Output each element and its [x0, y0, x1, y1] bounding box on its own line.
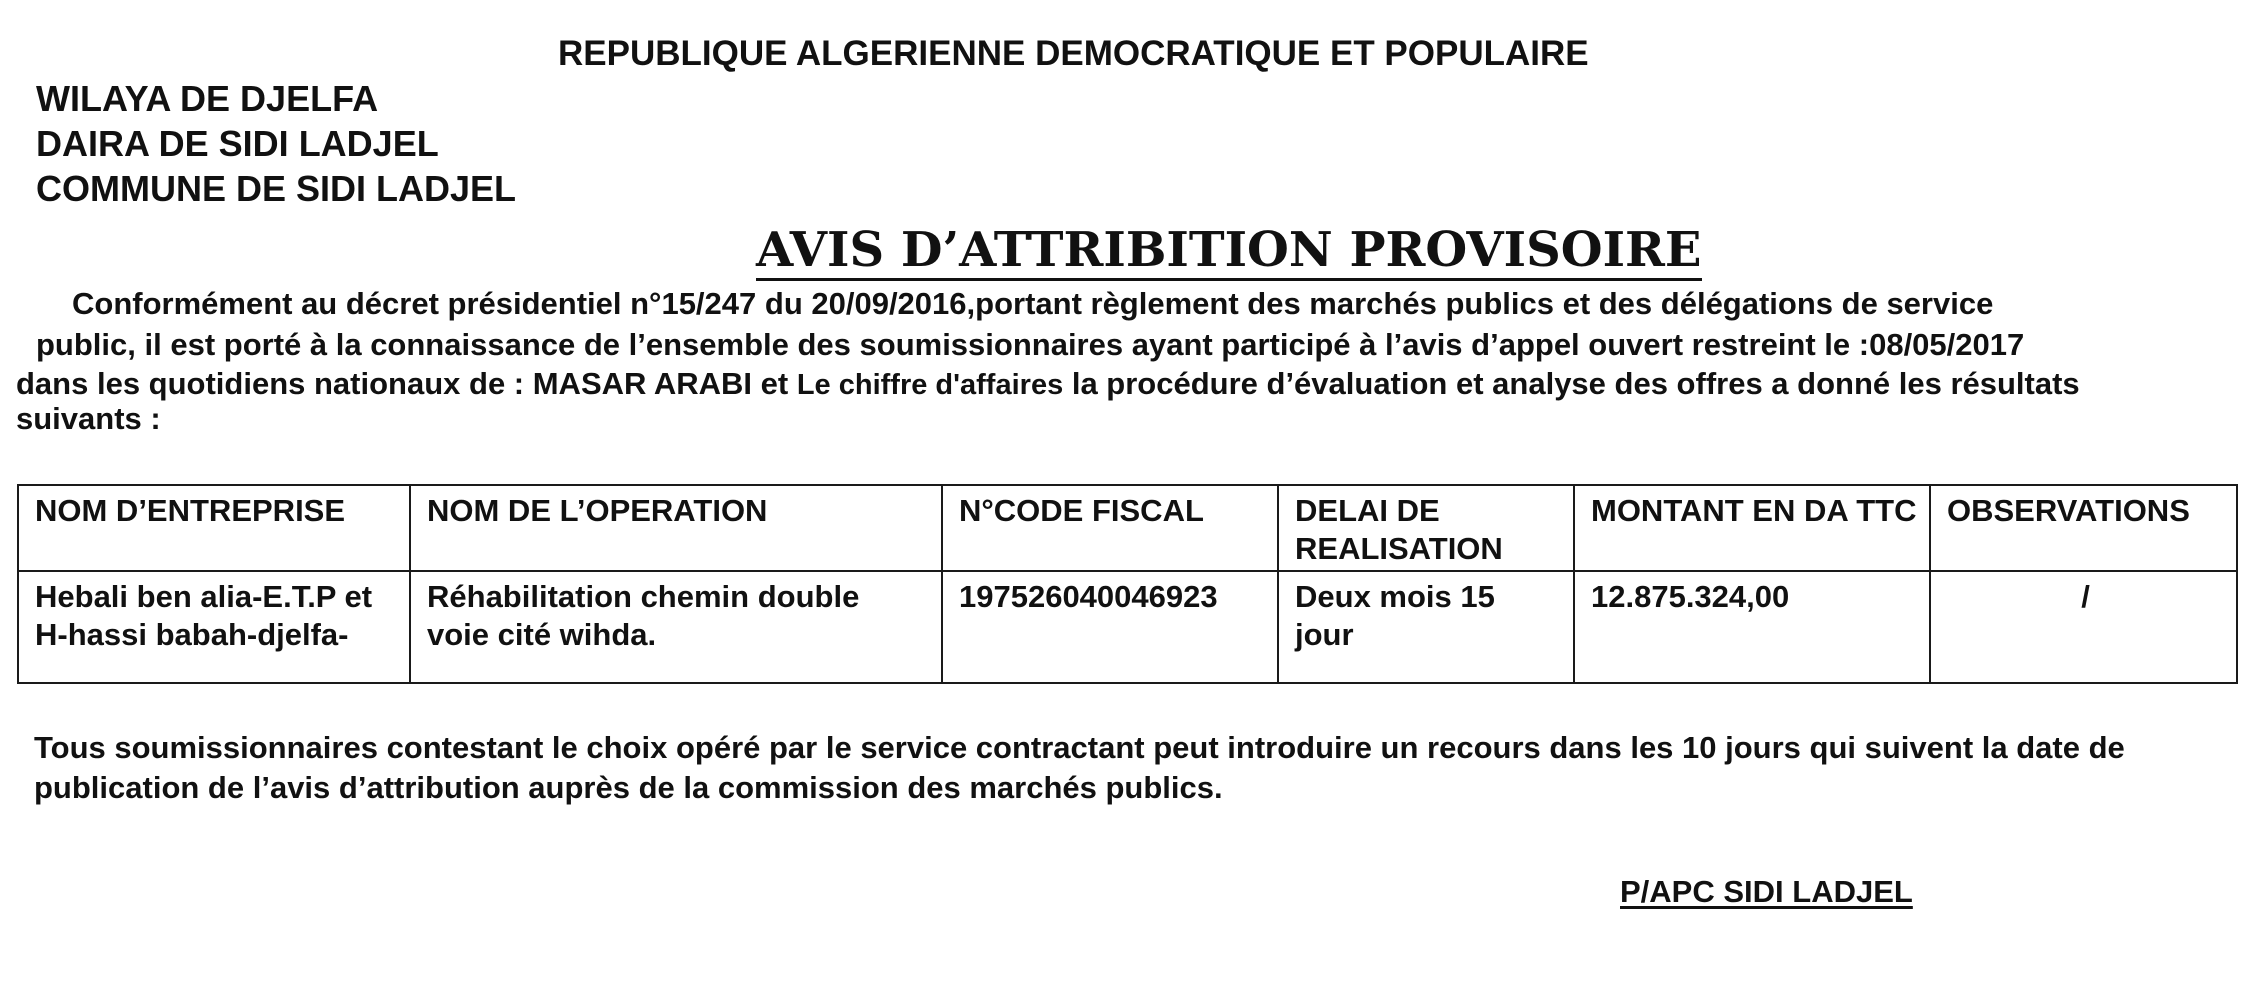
document-title: AVIS D’ATTRIBITION PROVISOIRE: [756, 224, 1702, 281]
cell-company: Hebali ben alia-E.T.P et H-hassi babah-djelfa-: [18, 571, 410, 683]
administrative-block: [36, 76, 516, 211]
column-header-amount: MONTANT EN DA TTC: [1574, 485, 1930, 571]
intro-line-3-start: dans les quotidiens nationaux de : MASAR ARABI et: [16, 366, 789, 401]
intro-line-2: public, il est porté à la connaissance de l’ensemble des soumissionnaires ayant participé à l’avis d’appel ouvert restreint le :08/05/2017: [36, 327, 2025, 362]
wilaya-label: WILAYA DE DJELFA: [36, 78, 379, 119]
column-header-operation: NOM DE L’OPERATION: [410, 485, 942, 571]
table-header-row: [18, 485, 2237, 571]
cell-observations: /: [1930, 571, 2237, 683]
cell-delay: Deux mois 15 jour: [1278, 571, 1574, 683]
column-header-company: NOM D’ENTREPRISE: [18, 485, 410, 571]
results-table: [17, 484, 2238, 684]
signature-line: P/APC SIDI LADJEL: [1620, 874, 1913, 909]
table-row: [18, 571, 2237, 683]
intro-line-3-end: la procédure d’évaluation et analyse des offres a donné les résultats: [1071, 366, 2080, 401]
commune-label: COMMUNE DE SIDI LADJEL: [36, 168, 517, 209]
column-header-delay: DELAI DE REALISATION: [1278, 485, 1574, 571]
cell-fiscal-code: 197526040046923: [942, 571, 1278, 683]
column-header-observations: OBSERVATIONS: [1930, 485, 2237, 571]
newspaper-name: Le chiffre d'affaires: [796, 369, 1064, 401]
column-header-fiscal-code: N°CODE FISCAL: [942, 485, 1278, 571]
daira-label: DAIRA DE SIDI LADJEL: [36, 123, 439, 164]
republic-header: REPUBLIQUE ALGERIENNE DEMOCRATIQUE ET POPULAIRE: [558, 34, 1589, 73]
closing-paragraph: Tous soumissionnaires contestant le choix opéré par le service contractant peut introduire un recours dans les 10 jours qui suivent la date de publication de l’avis d’attribution auprès de la commission des marchés publics.: [34, 730, 2125, 805]
intro-line-1: Conformément au décret présidentiel n°15/247 du 20/09/2016,portant règlement des marchés publics et des délégations de service: [72, 286, 1994, 321]
intro-line-3: [16, 366, 2080, 402]
intro-line-4: suivants :: [16, 401, 161, 436]
cell-operation: Réhabilitation chemin double voie cité wihda.: [410, 571, 942, 683]
cell-amount: 12.875.324,00: [1574, 571, 1930, 683]
